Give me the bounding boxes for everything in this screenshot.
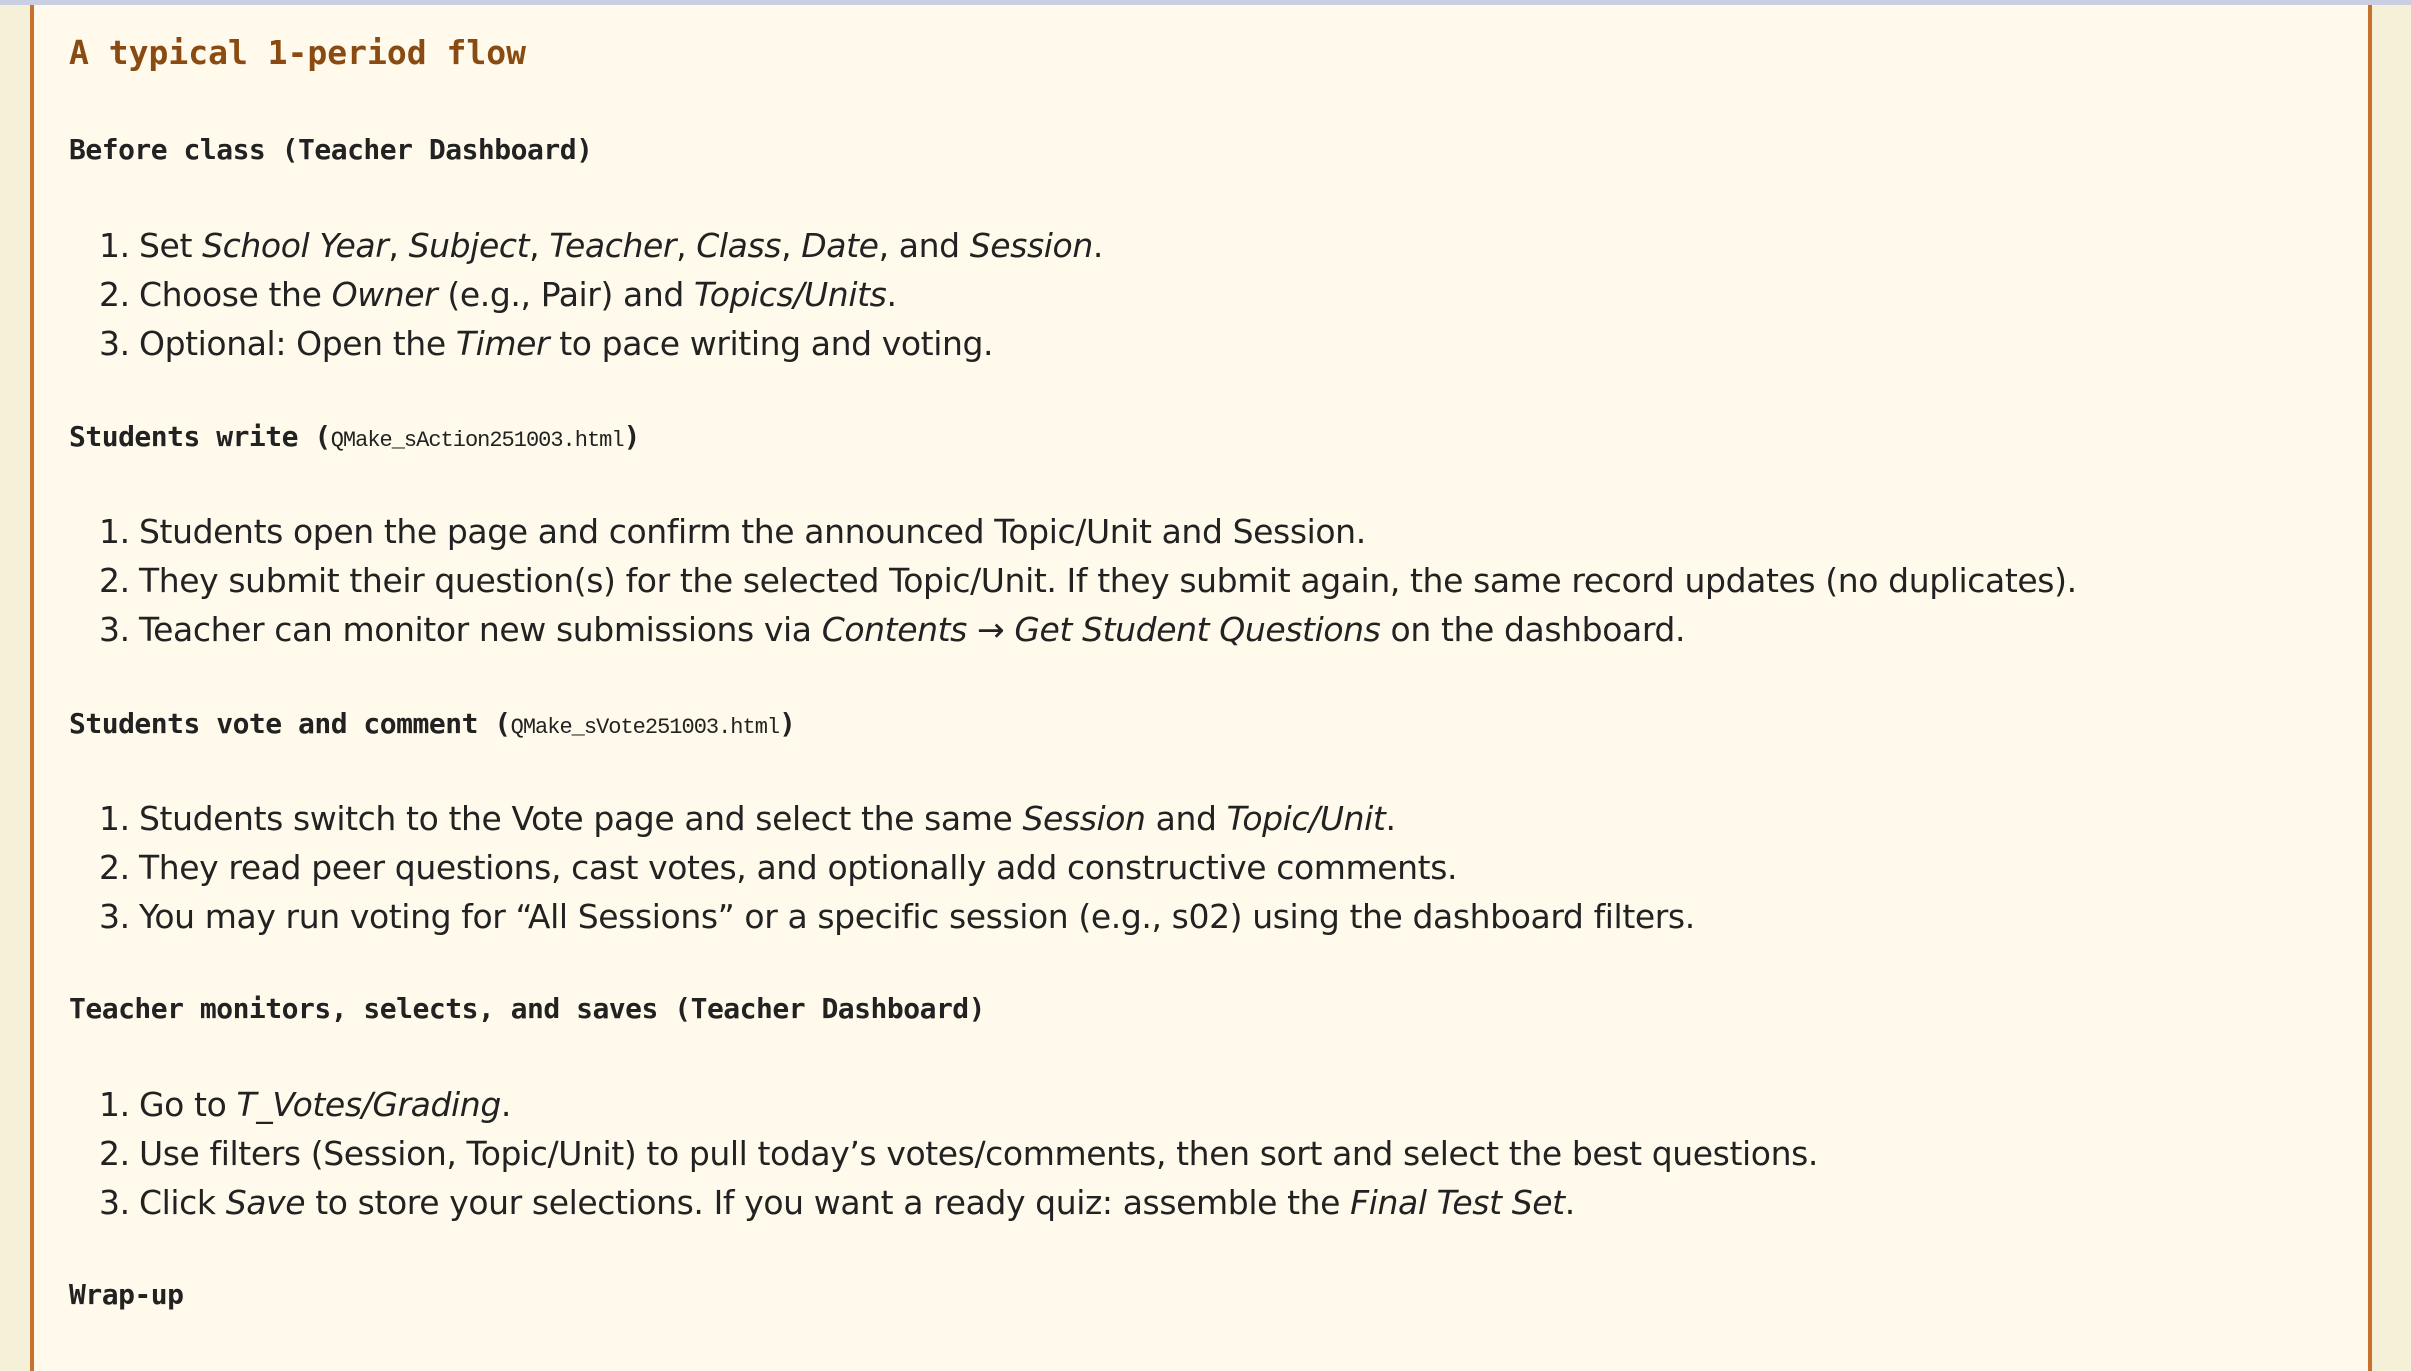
steps-list-students-vote [99,794,1695,941]
list-item-text: Choose the [139,275,332,314]
list-item-number: 2. [99,848,130,887]
list-item-emphasis: T_Votes/Grading [236,1085,501,1124]
left-gutter [0,5,30,1371]
list-item [99,892,1695,941]
list-item-emphasis: School Year [202,226,389,265]
list-item-number: 1. [99,799,130,838]
list-item-emphasis: Contents → Get Student Questions [821,610,1381,649]
list-item-emphasis: Save [225,1183,306,1222]
list-item [99,1129,1818,1178]
steps-list-students-write [99,507,2077,654]
list-item-text: They read peer questions, cast votes, and optionally add constructive comments. [139,848,1458,887]
list-item-text: You may run voting for “All Sessions” or a specific session (e.g., s02) using the dashboard filters. [139,897,1695,936]
list-item-emphasis: Date [801,226,879,265]
section-heading-text: Students write ( [69,420,331,453]
list-item [99,1178,1818,1227]
list-item-number: 3. [99,610,130,649]
section-heading-filename: QMake_sAction251003.html [330,428,624,453]
steps-list-before-class [99,221,1103,368]
steps-list-teacher-monitors [99,1080,1818,1227]
section-heading-text: Before class (Teacher Dashboard) [69,133,593,166]
list-item-text: , [781,226,802,265]
list-item [99,507,2077,556]
section-heading-before-class [69,133,592,166]
list-item-text: Students open the page and confirm the announced Topic/Unit and Session. [139,512,1366,551]
list-item [99,319,1103,368]
page-title: A typical 1-period flow [69,33,526,72]
list-item-text: . [1564,1183,1575,1222]
list-item-text: on the dashboard. [1380,610,1686,649]
list-item-emphasis: Session [969,226,1093,265]
list-item [99,1080,1818,1129]
section-heading-text: Wrap-up [69,1278,184,1311]
list-item-text: . [1385,799,1396,838]
list-item-number: 3. [99,897,130,936]
list-item-text: Click [139,1183,226,1222]
section-heading-close: ) [623,420,640,453]
list-item-number: 1. [99,1085,130,1124]
list-item-emphasis: Topic/Unit [1226,799,1386,838]
list-item [99,270,1103,319]
list-item-text: . [500,1085,511,1124]
list-item-text: Use filters (Session, Topic/Unit) to pull today’s votes/comments, then sort and select the best questions. [139,1134,1818,1173]
list-item-number: 1. [99,512,130,551]
list-item-text: , [529,226,550,265]
list-item-text: , [388,226,409,265]
list-item-text: . [1092,226,1103,265]
list-item-emphasis: Topics/Units [694,275,887,314]
list-item-text: Students switch to the Vote page and select the same [139,799,1023,838]
list-item-text: Go to [139,1085,237,1124]
list-item-text: , [676,226,697,265]
list-item-text: . [886,275,897,314]
list-item-text: and [1145,799,1227,838]
section-heading-text: Students vote and comment ( [69,707,511,740]
right-gutter [2372,5,2411,1371]
section-heading-filename: QMake_sVote251003.html [510,715,780,740]
list-item-emphasis: Session [1022,799,1146,838]
list-item-emphasis: Subject [408,226,530,265]
list-item-text: to store your selections. If you want a ready quiz: assemble the [305,1183,1351,1222]
list-item-text: , and [878,226,970,265]
list-item-emphasis: Timer [455,324,550,363]
list-item-emphasis: Final Test Set [1350,1183,1565,1222]
list-item-number: 3. [99,324,130,363]
content-panel [30,5,2372,1371]
section-heading-teacher-monitors [69,992,985,1025]
list-item-number: 2. [99,1134,130,1173]
list-item [99,843,1695,892]
list-item-emphasis: Owner [331,275,438,314]
list-item-text: Teacher can monitor new submissions via [139,610,822,649]
list-item-emphasis: Teacher [549,226,677,265]
list-item-text: They submit their question(s) for the selected Topic/Unit. If they submit again, the same record updates (no duplicates). [139,561,2077,600]
list-item-number: 2. [99,275,130,314]
section-heading-students-vote [69,707,795,740]
list-item-emphasis: Class [696,226,782,265]
section-heading-students-write [69,420,640,453]
list-item [99,605,2077,654]
list-item [99,556,2077,605]
section-heading-text: Teacher monitors, selects, and saves (Teacher Dashboard) [69,992,986,1025]
section-heading-close: ) [779,707,796,740]
list-item-number: 3. [99,1183,130,1222]
list-item-text: Set [139,226,203,265]
list-item [99,794,1695,843]
section-heading-wrap-up [69,1278,184,1311]
list-item-number: 1. [99,226,130,265]
list-item-text: to pace writing and voting. [549,324,994,363]
list-item-text: Optional: Open the [139,324,456,363]
list-item-number: 2. [99,561,130,600]
list-item-text: (e.g., Pair) and [437,275,695,314]
list-item [99,221,1103,270]
